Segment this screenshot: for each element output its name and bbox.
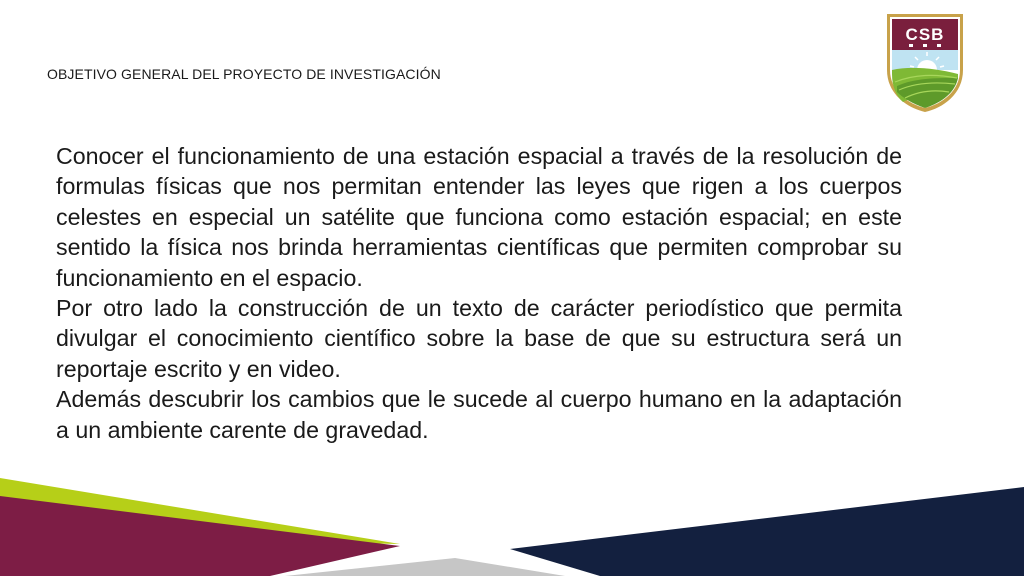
slide-heading: OBJETIVO GENERAL DEL PROYECTO DE INVESTIGACIÓN <box>47 66 441 82</box>
paragraph-3: Además descubrir los cambios que le sucede al cuerpo humano en la adaptación a un ambiente carente de gravedad. <box>56 386 902 443</box>
navy-stripe <box>510 487 1024 576</box>
paragraph-1: Conocer el funcionamiento de una estación espacial a través de la resolución de formulas físicas que nos permitan entender las leyes que rigen a los cuerpos celestes en especial un satélite que funciona como estación espacial; en este sentido la física nos brinda herramientas científicas que permiten comprobar su funcionamiento en el espacio. <box>56 143 902 291</box>
logo-text: CSB <box>905 25 945 44</box>
paragraph-2: Por otro lado la construcción de un texto de carácter periodístico que permita divulgar el conocimiento científico sobre la base de que su estructura será un reportaje escrito y en video. <box>56 295 902 382</box>
